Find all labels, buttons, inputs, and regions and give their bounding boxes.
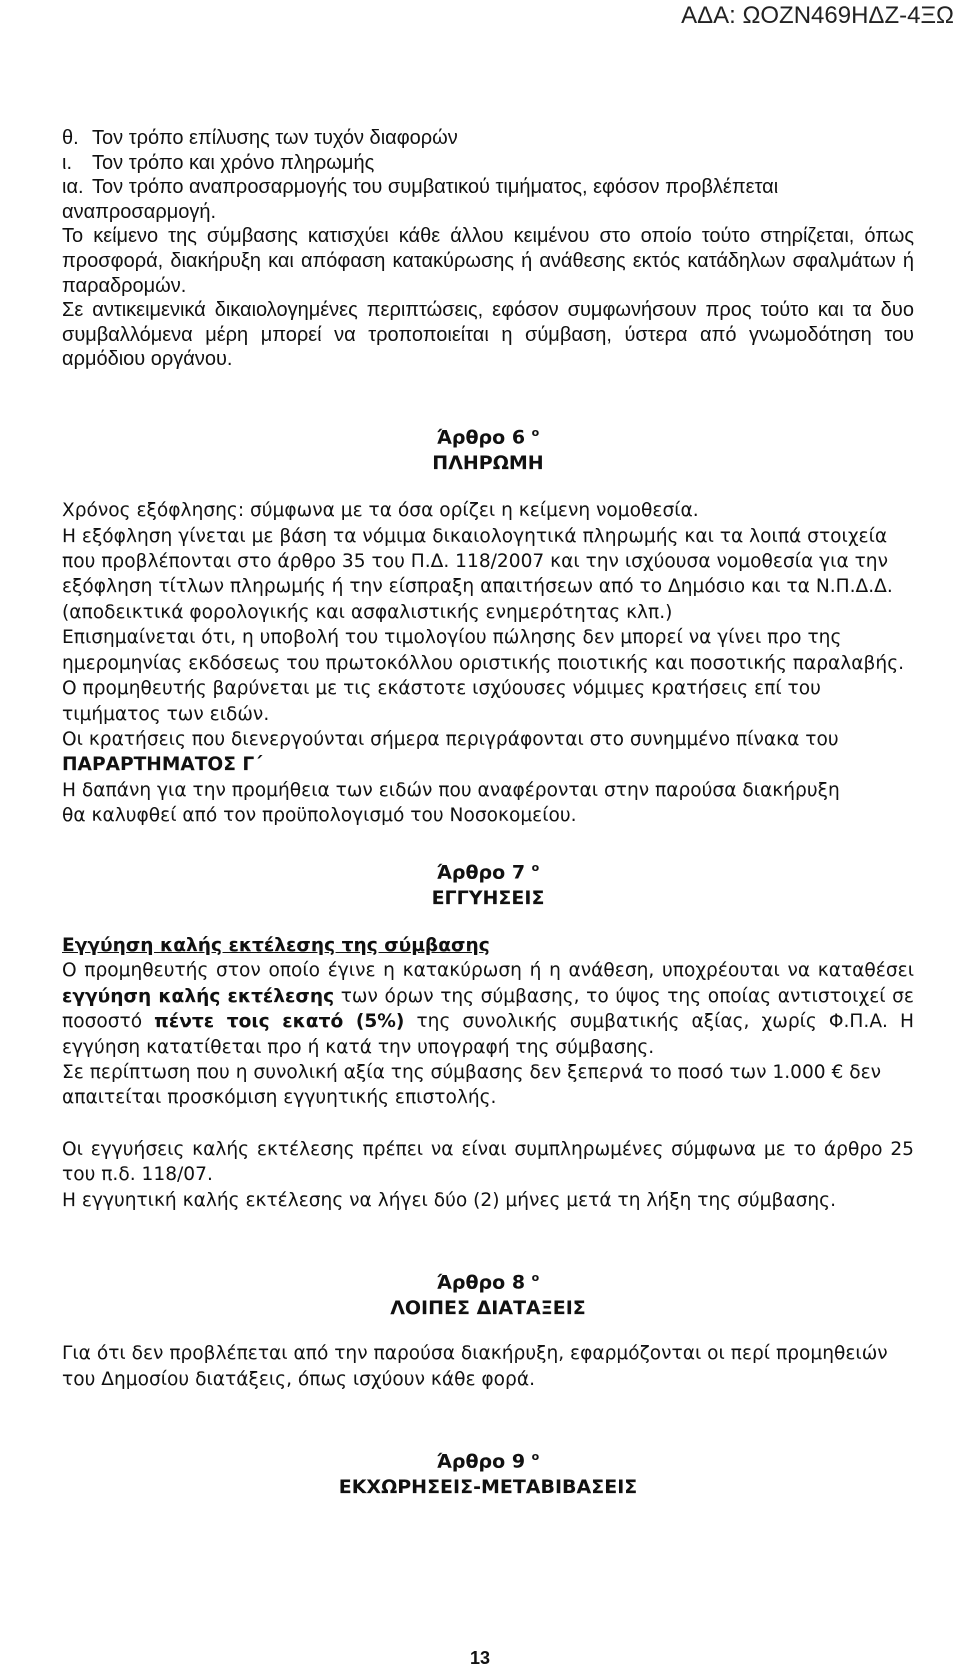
- expense-paragraph-line1: Η δαπάνη για την προμήθεια των ειδών που αναφέρονται στην παρούσα διακήρυξη: [62, 779, 840, 801]
- deductions-annex-paragraph: Οι κρατήσεις που διενεργούνται σήμερα περιγράφονται στο συνημμένο πίνακα του: [62, 728, 839, 750]
- article-8-title: Άρθρο 8 $^o$: [436, 1270, 540, 1294]
- article-7-body: [62, 933, 914, 1213]
- list-item-iota-alpha: [62, 175, 914, 200]
- article-7-header: [62, 855, 914, 911]
- annex-reference: ΠΑΡΑΡΤΗΜΑΤΟΣ Γ΄: [62, 754, 263, 776]
- payment-basis-paragraph: Η εξόφληση γίνεται με βάση τα νόμιμα δικαιολογητικά πληρωμής και τα λοιπά στοιχεία που προβλέπονται στο άρθρο 35 του Π.Δ. 118/2007 και την ισχύουσα νομοθεσία για την εξόφληση τίτλων πληρωμής ή την είσπραξη απαιτήσεων από το Δημόσιο και τα Ν.Π.Δ.Δ. (αποδεικτικά φορολογικής και ασφαλιστικής ενημερότητας κλπ.): [62, 525, 893, 623]
- guarantee-expiry-paragraph: Η εγγυητική καλής εκτέλεσης να λήγει δύο (2) μήνες μετά τη λήξη της σύμβασης.: [62, 1189, 836, 1211]
- list-continuation: αναπροσαρμογή.: [62, 200, 217, 223]
- article-8-heading: ΛΟΙΠΕΣ ΔΙΑΤΑΞΕΙΣ: [390, 1297, 586, 1320]
- guarantee-completion-paragraph: Οι εγγυήσεις καλής εκτέλεσης πρέπει να είναι συμπληρωμένες σύμφωνα με το άρθρο 25 του π.δ. 118/07.: [62, 1138, 914, 1186]
- intro-section: [62, 126, 914, 372]
- guarantee-subheading: Εγγύηση καλής εκτέλεσης της σύμβασης: [62, 934, 490, 956]
- contract-precedence-paragraph: Το κείμενο της σύμβασης κατισχύει κάθε άλλου κειμένου στο οποίο τούτο στηρίζεται, όπως προσφορά, διακήρυξη και απόφαση κατακύρωσης ή ανάθεσης εκτός κατάδηλων σφαλμάτων ή παραδρομών.: [62, 225, 914, 297]
- guarantee-paragraph: Ο προμηθευτής στον οποίο έγινε η κατακύρωση ή η ανάθεση, υποχρέουται να καταθέσει εγγύηση καλής εκτέλεσης των όρων της σύμβασης, το ύψος της οποίας αντιστοιχεί σε ποσοστό πέντε τοις εκατό (5%) της συνολικής συμβατικής αξίας, χωρίς Φ.Π.Α. Η εγγύηση κατατίθεται προ ή κατά την υπογραφή της σύμβασης.: [62, 960, 914, 1058]
- contract-amendment-paragraph: Σε αντικειμενικά δικαιολογημένες περιπτώσεις, εφόσον συμφωνήσουν προς τούτο και τα δυο συμβαλλόμενα μέρη μπορεί να τροποποιείται η σύμβαση, ύστερα από γνωμοδότηση του αρμόδιου οργάνου.: [62, 299, 914, 371]
- article-6-heading: ΠΛΗΡΩΜΗ: [432, 452, 544, 475]
- payment-time-paragraph: Χρόνος εξόφλησης: σύμφωνα με τα όσα ορίζει η κείμενη νομοθεσία.: [62, 500, 699, 522]
- article-9-heading: ΕΚΧΩΡΗΣΕΙΣ-ΜΕΤΑΒΙΒΑΣΕΙΣ: [338, 1476, 638, 1499]
- list-text: Τον τρόπο επίλυσης των τυχόν διαφορών: [92, 127, 458, 149]
- expense-paragraph-line2: θα καλυφθεί από τον προϋπολογισμό του Νοσοκομείου.: [62, 805, 577, 827]
- article-7-heading: ΕΓΓΥΗΣΕΙΣ: [431, 886, 545, 909]
- page-number: 13: [469, 1648, 491, 1668]
- article-6-body: [62, 498, 914, 828]
- other-provisions-paragraph: Για ότι δεν προβλέπεται από την παρούσα διακήρυξη, εφαρμόζονται οι περί προμηθειών του Δημοσίου διατάξεις, όπως ισχύουν κάθε φορά.: [62, 1343, 888, 1390]
- list-number: ια.: [62, 176, 84, 199]
- article-9-header: [62, 1444, 914, 1500]
- threshold-paragraph: Σε περίπτωση που η συνολική αξία της σύμβασης δεν ξεπερνά το ποσό των 1.000 € δεν απαιτείται προσκόμιση εγγυητικής επιστολής.: [62, 1061, 882, 1109]
- deductions-paragraph: Ο προμηθευτής βαρύνεται με τις εκάστοτε ισχύουσες νόμιμες κρατήσεις επί του τιμήματος των ειδών.: [62, 678, 821, 725]
- list-number: θ.: [62, 127, 79, 149]
- list-number: ι.: [62, 151, 72, 174]
- list-text: Τον τρόπο και χρόνο πληρωμής: [92, 151, 375, 174]
- article-7-title: Άρθρο 7 $^o$: [436, 860, 540, 883]
- article-8-header: [62, 1265, 914, 1321]
- list-item-iota: [62, 151, 914, 176]
- article-6-title: Άρθρο 6 $^o$: [436, 425, 540, 449]
- list-text: Τον τρόπο αναπροσαρμογής του συμβατικού τιμήματος, εφόσον προβλέπεται: [92, 176, 779, 199]
- list-item-theta: [62, 126, 914, 151]
- article-6-header: [62, 420, 914, 476]
- invoice-paragraph: Επισημαίνεται ότι, η υποβολή του τιμολογίου πώλησης δεν μπορεί να γίνει προ της ημερομηνίας εκδόσεως του πρωτοκόλλου οριστικής ποιοτικής και ποσοτικής παραλαβής.: [62, 627, 905, 674]
- article-9-title: Άρθρο 9 $^o$: [436, 1450, 540, 1473]
- article-8-body: [62, 1341, 914, 1392]
- ada-code: ΑΔΑ: ΩΟΖΝ469ΗΔΖ-4ΞΩ: [681, 2, 954, 29]
- document-page: [62, 126, 914, 1500]
